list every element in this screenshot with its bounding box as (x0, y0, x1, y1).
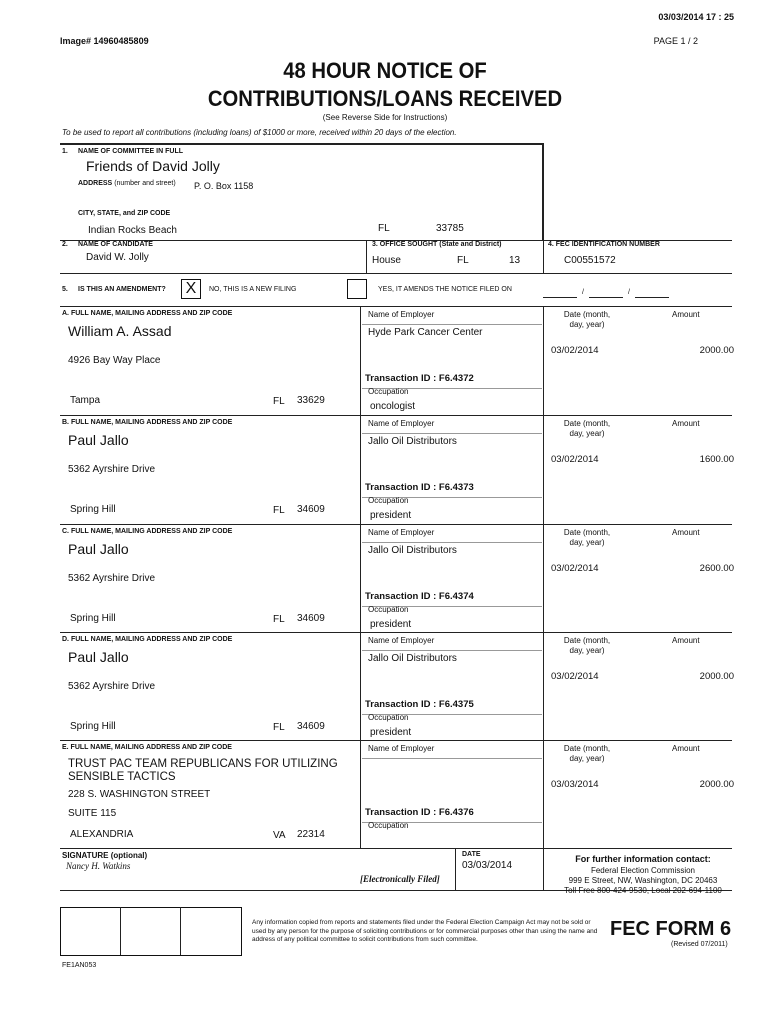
date-sep-2: / (628, 289, 630, 296)
employer-label: Name of Employer (368, 636, 435, 645)
page-number: PAGE 1 / 2 (653, 36, 698, 46)
contributor-address: 5362 Ayrshire Drive (68, 681, 156, 692)
form-name: FEC FORM 6 (610, 918, 732, 940)
legal-notice: Any information copied from reports and statements filed under the Federal Election Campaign Act may not be sold or used by any person for the purpose of soliciting contributions or for commercial purposes other than using the name and address of any political committee to solicit contributions from such committee. (252, 919, 598, 943)
date-label-1: Date (month, (563, 528, 611, 537)
form-title-line1: 48 HOUR NOTICE OF (283, 58, 487, 83)
employer-label: Name of Employer (368, 310, 435, 319)
employer-line (362, 433, 542, 434)
entry-divider (60, 415, 732, 416)
amount-label: Amount (672, 310, 700, 319)
contributor-address: 4926 Bay Way Place (68, 355, 161, 366)
date-label: DATE (462, 851, 481, 858)
amendment-label: IS THIS AN AMENDMENT? (78, 286, 166, 293)
entry-col-divider (543, 525, 544, 633)
employer-line (362, 758, 542, 759)
form-code: FE1AN053 (62, 962, 97, 969)
form-revised: (Revised 07/2011) (671, 941, 728, 948)
entry-col-divider (360, 307, 361, 415)
new-filing-text: NO, THIS IS A NEW FILING (209, 286, 297, 293)
contribution-amount: 2600.00 (699, 563, 734, 574)
employer-name: Hyde Park Cancer Center (368, 327, 483, 338)
instructions-note: (See Reverse Side for Instructions) (322, 113, 448, 122)
committee-zip: 33785 (436, 223, 464, 234)
contributor-address: 5362 Ayrshire Drive (68, 464, 156, 475)
candidate-num: 2. (62, 241, 68, 248)
contribution-date: 03/02/2014 (551, 671, 599, 682)
timestamp: 03/03/2014 17 : 25 (658, 12, 734, 22)
candidate-name: David W. Jolly (86, 252, 149, 263)
occupation-value: oncologist (370, 401, 416, 412)
amendment-num: 5. (62, 286, 68, 293)
employer-name: Jallo Oil Distributors (368, 545, 457, 556)
occupation-value: president (370, 619, 412, 630)
occupation-label: Occupation (368, 713, 409, 722)
date-sep-1: / (582, 289, 584, 296)
contact-org: Federal Election Commission (590, 866, 696, 875)
contributor-state: FL (273, 614, 285, 625)
employer-line (362, 650, 542, 651)
contributor-zip: 34609 (297, 613, 325, 624)
fec-id-label: 4. FEC IDENTIFICATION NUMBER (548, 241, 660, 248)
transaction-id: Transaction ID : F6.4372 (365, 373, 474, 384)
contributor-zip: 22314 (297, 829, 325, 840)
entry-col-divider (360, 741, 361, 848)
contributor-name: TRUST PAC TEAM REPUBLICANS FOR UTILIZING SENSIBLE TACTICS (68, 758, 338, 783)
contribution-date: 03/02/2014 (551, 563, 599, 574)
contributor-city: Spring Hill (70, 721, 116, 732)
date-label-2: day, year) (569, 429, 605, 438)
contributor-state: FL (273, 396, 285, 407)
entry-label: C. FULL NAME, MAILING ADDRESS AND ZIP CODE (62, 528, 233, 535)
contributor-name: Paul Jallo (68, 432, 129, 448)
office-sought: House (372, 255, 401, 266)
employer-label: Name of Employer (368, 744, 435, 753)
occupation-label: Occupation (368, 387, 409, 396)
contribution-date: 03/02/2014 (551, 345, 599, 356)
contribution-amount: 2000.00 (699, 779, 734, 790)
entry-col-divider (543, 741, 544, 848)
employer-line (362, 324, 542, 325)
date-label-2: day, year) (569, 754, 605, 763)
committee-address: P. O. Box 1158 (194, 181, 254, 191)
city-label: CITY, STATE, and ZIP CODE (78, 210, 171, 217)
amount-label: Amount (672, 528, 700, 537)
committee-num: 1. (62, 148, 68, 155)
employer-name: Jallo Oil Distributors (368, 653, 457, 664)
contributor-city: ALEXANDRIA (70, 829, 134, 840)
office-label: 3. OFFICE SOUGHT (State and District) (372, 241, 502, 248)
contributor-name: Paul Jallo (68, 541, 129, 557)
committee-city: Indian Rocks Beach (88, 225, 177, 236)
contributor-state: FL (273, 722, 285, 733)
transaction-id: Transaction ID : F6.4375 (365, 699, 474, 710)
form-title-line2: CONTRIBUTIONS/LOANS RECEIVED (207, 86, 563, 111)
contributor-state: VA (273, 830, 286, 841)
contributor-name: Paul Jallo (68, 649, 129, 665)
transaction-id: Transaction ID : F6.4373 (365, 482, 474, 493)
entry-col-divider (543, 307, 544, 415)
contributor-city: Spring Hill (70, 504, 116, 515)
date-label-1: Date (month, (563, 419, 611, 428)
occupation-label: Occupation (368, 821, 409, 830)
transaction-id: Transaction ID : F6.4374 (365, 591, 474, 602)
committee-label: NAME OF COMMITTEE IN FULL (78, 148, 183, 155)
amount-label: Amount (672, 636, 700, 645)
contributor-city: Tampa (70, 395, 101, 406)
transaction-id: Transaction ID : F6.4376 (365, 807, 474, 818)
new-filing-checkbox[interactable]: X (181, 279, 201, 299)
date-label-1: Date (month, (563, 310, 611, 319)
entry-col-divider (360, 525, 361, 633)
amount-label: Amount (672, 419, 700, 428)
contributor-city: Spring Hill (70, 613, 116, 624)
office-state: FL (457, 255, 469, 266)
employer-line (362, 542, 542, 543)
contributor-name: William A. Assad (68, 323, 172, 339)
occupation-value: president (370, 727, 412, 738)
entry-col-divider (360, 633, 361, 741)
contribution-amount: 2000.00 (699, 671, 734, 682)
contact-title: For further information contact: (575, 854, 711, 864)
occupation-label: Occupation (368, 496, 409, 505)
contact-address: 999 E Street, NW, Washington, DC 20463 (568, 876, 718, 885)
date-label-2: day, year) (569, 320, 605, 329)
amount-label: Amount (672, 744, 700, 753)
entry-label: B. FULL NAME, MAILING ADDRESS AND ZIP CODE (62, 419, 233, 426)
address-label: ADDRESS (number and street) (78, 180, 176, 187)
date-label-1: Date (month, (563, 744, 611, 753)
entry-divider (60, 740, 732, 741)
committee-name: Friends of David Jolly (86, 158, 220, 174)
fec-id: C00551572 (564, 255, 616, 266)
contribution-amount: 2000.00 (699, 345, 734, 356)
office-use-box (60, 907, 242, 956)
candidate-label: NAME OF CANDIDATE (78, 241, 153, 248)
contributor-zip: 33629 (297, 395, 325, 406)
amends-text: YES, IT AMENDS THE NOTICE FILED ON (378, 286, 512, 293)
purpose-text: To be used to report all contributions (including loans) of $1000 or more, received within 20 days of the election. (62, 128, 457, 137)
contribution-date: 03/03/2014 (551, 779, 599, 790)
contact-phone: Toll Free 800-424-9530, Local 202-694-1100 (564, 886, 722, 895)
electronically-filed: [Electronically Filed] (360, 874, 440, 884)
committee-state: FL (378, 223, 390, 234)
contributor-address: 228 S. WASHINGTON STREET (68, 789, 211, 800)
signature-label: SIGNATURE (optional) (62, 851, 148, 860)
entry-divider (60, 524, 732, 525)
date-label-2: day, year) (569, 538, 605, 547)
entry-label: E. FULL NAME, MAILING ADDRESS AND ZIP CODE (62, 744, 232, 751)
signature-name: Nancy H. Watkins (66, 861, 131, 871)
employer-label: Name of Employer (368, 528, 435, 537)
entry-label: D. FULL NAME, MAILING ADDRESS AND ZIP CODE (62, 636, 233, 643)
amends-checkbox[interactable] (347, 279, 367, 299)
entry-col-divider (543, 633, 544, 741)
image-number: Image# 14960485809 (60, 36, 149, 46)
contributor-address: 5362 Ayrshire Drive (68, 573, 156, 584)
office-district: 13 (509, 255, 521, 266)
employer-name: Jallo Oil Distributors (368, 436, 457, 447)
entry-col-divider (360, 416, 361, 524)
occupation-label: Occupation (368, 605, 409, 614)
employer-label: Name of Employer (368, 419, 435, 428)
occupation-value: president (370, 510, 412, 521)
date-label-2: day, year) (569, 646, 605, 655)
contribution-date: 03/02/2014 (551, 454, 599, 465)
contributor-address2: SUITE 115 (68, 808, 117, 819)
contributor-zip: 34609 (297, 504, 325, 515)
signature-date: 03/03/2014 (462, 860, 513, 871)
contributor-state: FL (273, 505, 285, 516)
date-label-1: Date (month, (563, 636, 611, 645)
entry-label: A. FULL NAME, MAILING ADDRESS AND ZIP CODE (62, 310, 233, 317)
entry-divider (60, 632, 732, 633)
contribution-amount: 1600.00 (699, 454, 734, 465)
entry-col-divider (543, 416, 544, 524)
contributor-zip: 34609 (297, 721, 325, 732)
